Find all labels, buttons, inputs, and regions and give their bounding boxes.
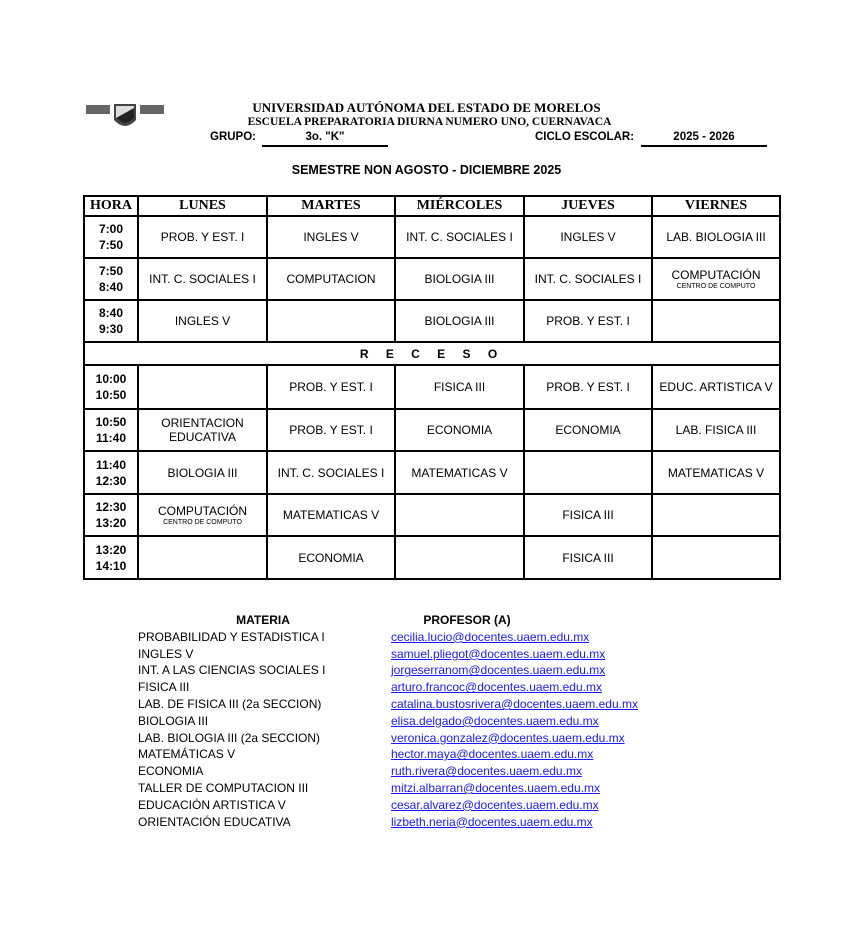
teacher-email-link[interactable]: samuel.pliegot@docentes.uaem.edu.mx (391, 646, 606, 661)
subject-name: INGLES V (174, 314, 231, 328)
table-row (84, 451, 780, 494)
class-cell (524, 409, 652, 451)
subject-item: LAB. BIOLOGIA III (2a SECCION) (138, 730, 321, 745)
class-cell (395, 365, 524, 409)
subject-name: ORIENTACION EDUCATIVA (161, 416, 244, 444)
table-row (84, 300, 780, 342)
subject-item: FISICA III (138, 680, 190, 695)
class-cell (395, 300, 524, 342)
class-cell (138, 451, 267, 494)
class-cell (524, 451, 652, 494)
subject-name: INT. C. SOCIALES I (149, 272, 256, 286)
subject-item: ECONOMIA (138, 764, 204, 779)
class-cell (524, 365, 652, 409)
time-cell (84, 536, 138, 579)
start-time: 11:40 (95, 457, 127, 472)
table-row (84, 365, 780, 409)
class-cell (652, 494, 780, 536)
group-label: GRUPO: (210, 131, 256, 143)
subject-item: INGLES V (138, 646, 194, 661)
subject-name: FISICA III (433, 380, 486, 394)
subject-name: PROB. Y EST. I (546, 380, 630, 394)
class-cell (267, 494, 395, 536)
subject-item: EDUCACIÓN ARTISTICA V (138, 797, 286, 812)
class-cell (138, 300, 267, 342)
end-time: 14:10 (95, 558, 127, 573)
teacher-email-link[interactable]: veronica.gonzalez@docentes.uaem.edu.mx (391, 730, 625, 745)
class-cell (652, 258, 780, 300)
class-cell (267, 365, 395, 409)
subject-name: INT. C. SOCIALES I (277, 465, 385, 480)
recess-label: R E C E S O (84, 342, 780, 365)
time-cell (84, 409, 138, 451)
column-header-jueves: JUEVES (524, 196, 652, 216)
subject-name: PROB. Y EST. I (160, 230, 245, 244)
class-cell (395, 494, 524, 536)
class-cell (267, 216, 395, 258)
table-row (84, 258, 780, 300)
end-time: 10:50 (95, 388, 127, 402)
time-cell (84, 300, 138, 342)
subject-item: TALLER DE COMPUTACION III (138, 780, 309, 795)
teacher-email-link[interactable]: cecilia.lucio@docentes.uaem.edu.mx (391, 629, 590, 644)
start-time: 10:50 (95, 415, 127, 429)
subject-location: CENTRO DE COMPUTO (163, 519, 242, 526)
teacher-email-link[interactable]: ruth.rivera@docentes.uaem.edu.mx (391, 764, 582, 779)
class-cell (395, 258, 524, 300)
class-cell (267, 409, 395, 451)
teacher-email-link[interactable]: elisa.delgado@docentes.uaem.edu.mx (391, 713, 599, 728)
end-time: 11:40 (95, 431, 127, 445)
time-cell (84, 494, 138, 536)
table-row (84, 216, 780, 258)
class-cell (267, 451, 395, 494)
teacher-email-link[interactable]: arturo.francoc@docentes.uaem.edu.mx (391, 680, 602, 695)
teacher-header: PROFESOR (A) (423, 613, 511, 627)
teachers-list (391, 612, 651, 830)
class-cell (138, 258, 267, 300)
teacher-email-link[interactable]: lizbeth.neria@docentes.uaem.edu.mx (391, 814, 593, 829)
class-cell (395, 451, 524, 494)
class-cell (267, 258, 395, 300)
class-cell (138, 216, 267, 258)
subject-name: BIOLOGIA III (424, 272, 495, 286)
subject-name: MATEMATICAS V (667, 465, 765, 480)
subject-item: INT. A LAS CIENCIAS SOCIALES I (138, 663, 326, 678)
end-time: 9:30 (98, 322, 124, 336)
subject-name: COMPUTACIÓN (157, 504, 248, 518)
subject-item: BIOLOGIA III (138, 713, 209, 728)
start-time: 7:00 (98, 222, 124, 236)
class-cell (267, 536, 395, 579)
subject-item: ORIENTACIÓN EDUCATIVA (138, 814, 291, 829)
teacher-email-link[interactable]: hector.maya@docentes.uaem.edu.mx (391, 747, 594, 762)
semester-title: SEMESTRE NON AGOSTO - DICIEMBRE 2025 (291, 163, 562, 177)
start-time: 7:50 (98, 264, 124, 278)
subject-item: LAB. DE FISICA III (2a SECCION) (138, 696, 322, 711)
subject-name: PROB. Y EST. I (289, 423, 373, 437)
end-time: 8:40 (98, 280, 124, 294)
subject-name: INT. C. SOCIALES I (406, 230, 513, 244)
table-header-row (84, 196, 780, 216)
time-cell (84, 216, 138, 258)
class-cell (652, 216, 780, 258)
subject-name: MATEMATICAS V (411, 465, 508, 480)
subject-name: LAB. BIOLOGIA III (666, 230, 766, 244)
class-cell (652, 365, 780, 409)
column-header-lunes: LUNES (138, 196, 267, 216)
subject-name: FISICA III (562, 550, 614, 565)
subject-name: INGLES V (303, 230, 359, 244)
table-row (84, 494, 780, 536)
time-cell (84, 365, 138, 409)
class-cell (652, 536, 780, 579)
subject-name: PROB. Y EST. I (546, 314, 630, 328)
subject-name: MATEMATICAS V (282, 508, 380, 522)
subject-name: INT. C. SOCIALES I (534, 272, 642, 286)
column-header-martes: MARTES (267, 196, 395, 216)
class-cell (395, 216, 524, 258)
table-row (84, 409, 780, 451)
end-time: 13:20 (95, 516, 127, 530)
class-cell (652, 300, 780, 342)
cycle-label: CICLO ESCOLAR: (535, 131, 635, 143)
university-title: UNIVERSIDAD AUTÓNOMA DEL ESTADO DE MORELOS (252, 100, 601, 115)
time-cell (84, 451, 138, 494)
subject-name: FISICA III (562, 508, 614, 522)
teacher-email-link[interactable]: mitzi.albarran@docentes.uaem.edu.mx (391, 780, 600, 795)
class-cell (395, 536, 524, 579)
class-cell (524, 258, 652, 300)
subject-name: BIOLOGIA III (167, 465, 238, 480)
recess-row (84, 342, 780, 365)
subject-name: COMPUTACION (286, 272, 376, 286)
subject-name: LAB. FISICA III (675, 423, 757, 437)
subject-name: PROB. Y EST. I (289, 380, 373, 394)
end-time: 7:50 (98, 238, 124, 252)
school-title: ESCUELA PREPARATORIA DIURNA NUMERO UNO, CUERNAVACA (247, 116, 612, 128)
start-time: 10:00 (95, 372, 127, 386)
class-cell (652, 409, 780, 451)
subject-item: MATEMÁTICAS V (138, 747, 236, 762)
class-cell (138, 494, 267, 536)
cycle-value: 2025 - 2026 (641, 131, 767, 147)
class-cell (138, 365, 267, 409)
subject-item: PROBABILIDAD Y ESTADISTICA I (138, 629, 325, 644)
column-header-miércoles: MIÉRCOLES (395, 196, 524, 216)
time-cell (84, 258, 138, 300)
column-header-hora: HORA (84, 196, 138, 216)
schedule-table (83, 195, 781, 580)
subject-name: INGLES V (560, 230, 616, 244)
end-time: 12:30 (95, 473, 127, 488)
column-header-viernes: VIERNES (652, 196, 780, 216)
class-cell (524, 536, 652, 579)
start-time: 12:30 (95, 500, 127, 514)
subject-name: ECONOMIA (426, 423, 493, 437)
group-value: 3o. "K" (262, 131, 388, 147)
class-cell (524, 300, 652, 342)
teacher-email-link[interactable]: cesar.alvarez@docentes.uaem.edu.mx (391, 797, 599, 812)
class-cell (267, 300, 395, 342)
subject-name: ECONOMIA (555, 423, 621, 437)
class-cell (138, 536, 267, 579)
start-time: 8:40 (98, 306, 124, 320)
teacher-email-link[interactable]: catalina.bustosrivera@docentes.uaem.edu.mx (391, 696, 638, 711)
class-cell (524, 216, 652, 258)
subject-name: EDUC. ARTISTICA V (659, 380, 773, 394)
class-cell (524, 494, 652, 536)
table-row (84, 536, 780, 579)
subject-name: COMPUTACIÓN (671, 268, 761, 282)
subject-name: ECONOMIA (298, 550, 364, 565)
start-time: 13:20 (95, 542, 127, 557)
subject-header: MATERIA (236, 613, 290, 627)
class-cell (395, 409, 524, 451)
teacher-email-link[interactable]: jorgeserranom@docentes.uaem.edu.mx (391, 663, 606, 678)
class-cell (652, 451, 780, 494)
subjects-list (138, 612, 338, 830)
subject-location: CENTRO DE COMPUTO (676, 283, 756, 290)
class-cell (138, 409, 267, 451)
subject-name: BIOLOGIA III (424, 314, 495, 328)
